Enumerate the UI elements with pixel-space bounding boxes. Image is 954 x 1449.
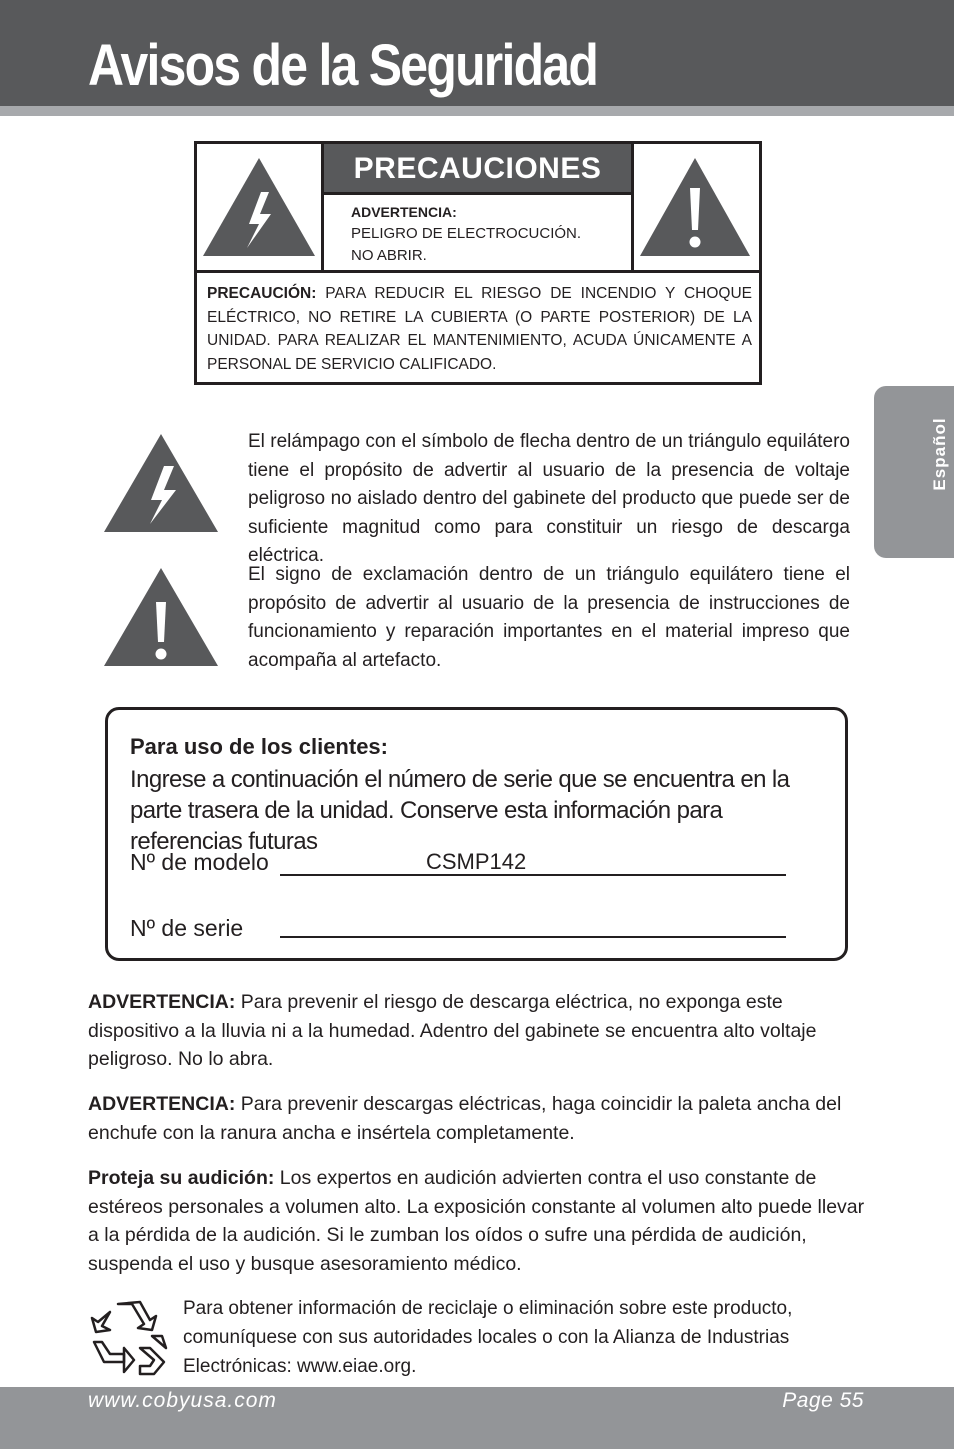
hearing-label: Proteja su audición:: [88, 1167, 275, 1189]
caution-exclamation-cell: [631, 144, 762, 270]
warning-paragraph-2: [88, 1090, 870, 1147]
caution-lightning-cell: [197, 144, 324, 270]
caution-heading: PRECAUCIONES: [324, 144, 631, 192]
model-number-value: CSMP142: [426, 849, 527, 874]
language-tab-label: Español: [930, 417, 949, 491]
customer-box-text: Ingrese a continuación el número de serie que se encuentra en la parte trasera de la unidad. Conserve esta información para referencias futuras: [130, 766, 790, 855]
caution-label: PRECAUCIÓN:: [207, 285, 317, 302]
exclamation-explanation: El signo de exclamación dentro de un triángulo equilátero tiene el propósito de advertir al usuario de la presencia de instrucciones de funcionamiento y reparación importantes en el material impreso que acompaña al artefacto.: [248, 564, 850, 671]
warning-2-label: ADVERTENCIA:: [88, 1093, 236, 1115]
caution-warning-cell: [324, 192, 631, 273]
recycle-text: Para obtener información de reciclaje o eliminación sobre este producto, comuníquese con sus autoridades locales o con la Alianza de Industrias Electrónicas: www.eiae.org.: [183, 1298, 793, 1377]
language-tab: [874, 386, 954, 558]
customer-info-box: [105, 707, 848, 961]
model-number-label: Nº de modelo: [130, 849, 269, 875]
caution-warning-label: ADVERTENCIA:: [351, 204, 457, 220]
serial-number-line: [280, 936, 786, 938]
hearing-text: Los expertos en audición advierten contra el uso constante de estéreos personales a volumen alto. La exposición constante al volumen alto puede llevar a la pérdida de la audición. Si le zumban los oídos o sufre una pérdida de audición, suspenda el uso y busque asesoramiento médico.: [88, 1167, 865, 1275]
serial-number-label: Nº de serie: [130, 915, 244, 941]
warning-paragraph-1: [88, 988, 870, 1074]
page-title: Avisos de la Seguridad: [88, 33, 598, 98]
lightning-warning-icon: [197, 144, 321, 270]
caution-warning-line1: PELIGRO DE ELECTROCUCIÓN.: [351, 225, 582, 242]
warning-2-text: Para prevenir descargas eléctricas, haga coincidir la paleta ancha del enchufe con la ranura ancha e insértela completamente.: [88, 1093, 842, 1144]
warning-1-text: Para prevenir el riesgo de descarga eléctrica, no exponga este dispositivo a la lluvia ni a la humedad. Adentro del gabinete se encuentra alto voltaje peligroso. No lo abra.: [88, 991, 817, 1070]
footer-bottom-bar: [0, 1427, 954, 1449]
footer-url: www.cobyusa.com: [88, 1389, 277, 1412]
caution-text: [207, 282, 752, 376]
caution-box: [194, 141, 762, 385]
exclamation-warning-icon: [634, 144, 762, 270]
warning-1-label: ADVERTENCIA:: [88, 991, 236, 1013]
exclamation-triangle-icon: [104, 566, 220, 668]
customer-box-title: Para uso de los clientes:: [130, 734, 388, 759]
recycle-icon: [88, 1296, 170, 1378]
header-strip: [0, 106, 954, 116]
caution-body: PARA REDUCIR EL RIESGO DE INCENDIO Y CHOQUE ELÉCTRICO, NO RETIRE LA CUBIERTA (O PARTE POSTERIOR) DE LA UNIDAD. PARA REALIZAR EL MANTENIMIENTO, ACUDA ÚNICAMENTE A PERSONAL DE SERVICIO CALIFICADO.: [207, 285, 752, 373]
caution-divider: [197, 270, 759, 273]
lightning-triangle-icon: [104, 432, 220, 534]
hearing-paragraph: [88, 1164, 870, 1278]
page-number: Page 55: [782, 1389, 864, 1412]
model-number-line: [280, 874, 786, 876]
caution-warning-line2: NO ABRIR.: [351, 247, 427, 264]
lightning-explanation: El relámpago con el símbolo de flecha dentro de un triángulo equilátero tiene el propósito de advertir al usuario de la presencia de voltaje peligroso no aislado dentro del gabinete del producto que puede ser de suficiente magnitud como para constituir un riesgo de descarga eléctrica.: [248, 431, 850, 566]
